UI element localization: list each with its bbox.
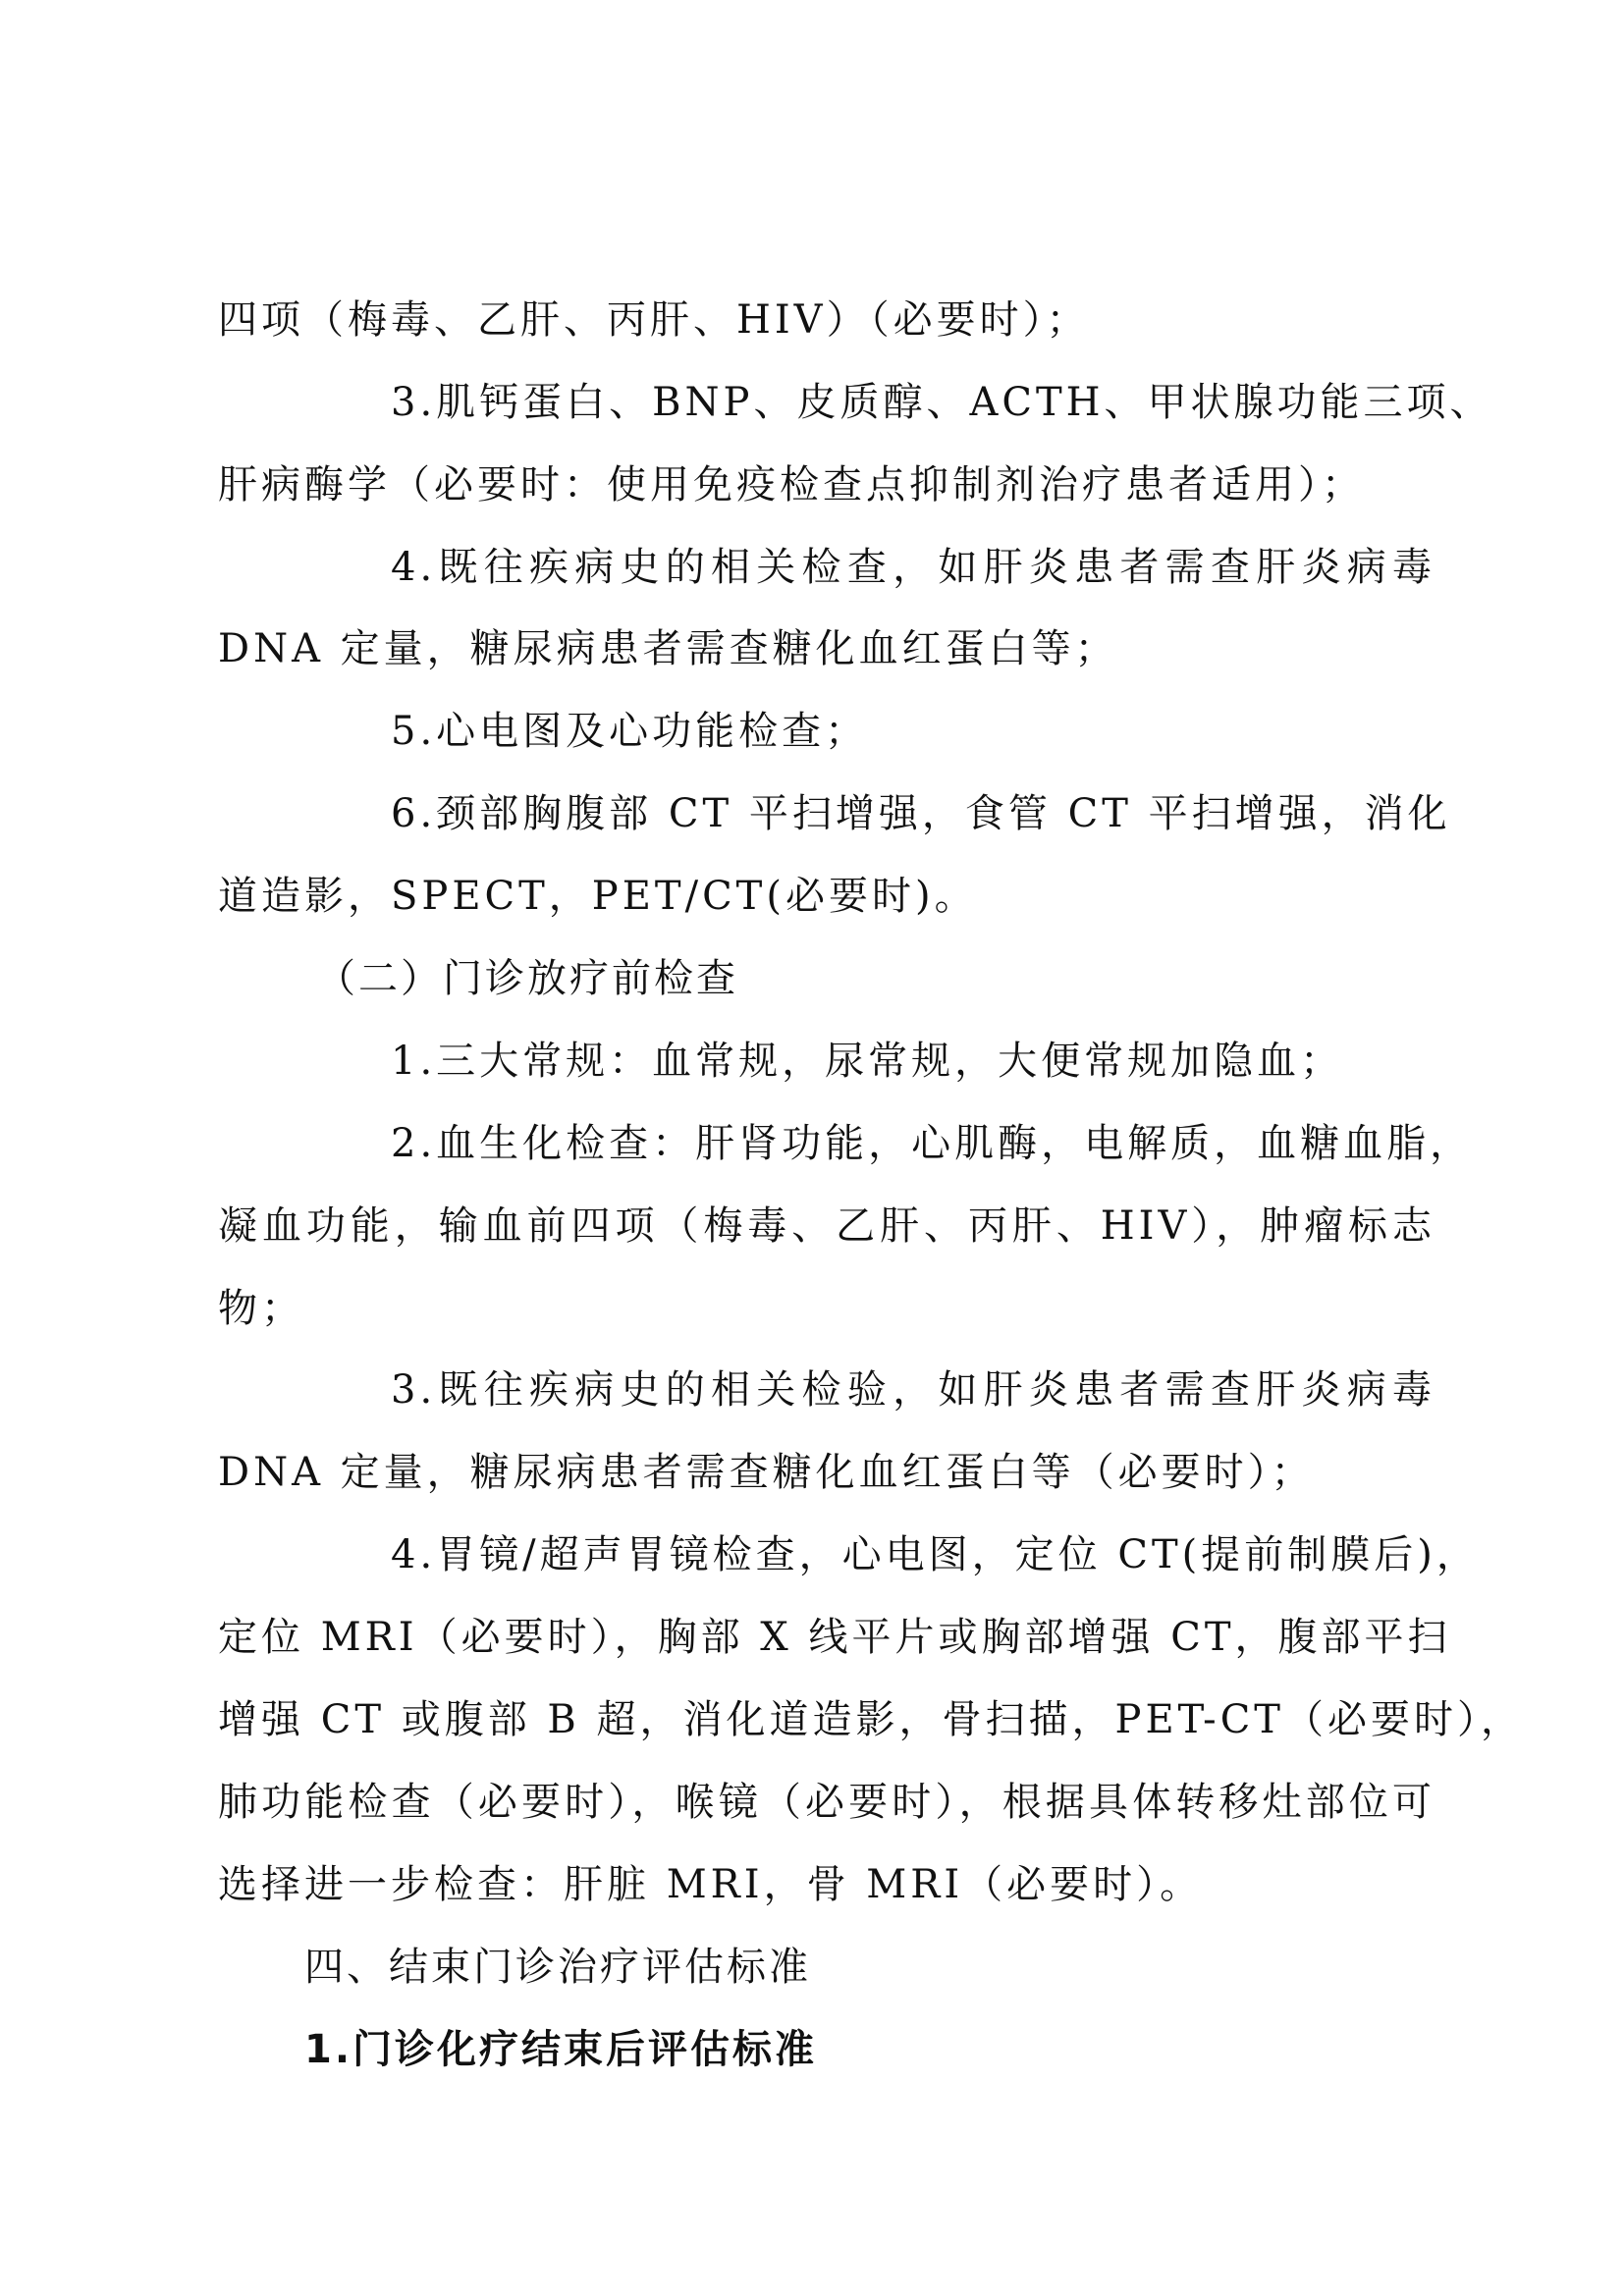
text-line-20: 选择进一步检查：肝脏 MRI，骨 MRI（必要时）。: [218, 1862, 1204, 1907]
text-line-18: 增强 CT 或腹部 B 超，消化道造影，骨扫描，PET-CT（必要时），: [218, 1697, 1524, 1742]
text-line-15: DNA 定量，糖尿病患者需查糖化血红蛋白等（必要时）；: [218, 1450, 1315, 1495]
text-line-8: 道造影，SPECT，PET/CT(必要时)。: [218, 874, 978, 919]
text-line-14: 3.既往疾病史的相关检验，如肝炎患者需查肝炎病毒: [391, 1367, 1435, 1413]
section-heading-outpatient-radiotherapy: （二）门诊放疗前检查: [316, 956, 738, 1001]
section-heading-end-evaluation: 四、结束门诊治疗评估标准: [304, 1945, 811, 1990]
text-line-3: 肝病酶学（必要时：使用免疫检查点抑制剂治疗患者适用）；: [218, 462, 1365, 507]
text-line-11: 2.血生化检查：肝肾功能，心肌酶，电解质，血糖血脂，: [391, 1121, 1474, 1166]
text-line-1: 四项（梅毒、乙肝、丙肝、HIV）（必要时）；: [218, 297, 1090, 343]
text-line-10: 1.三大常规：血常规，尿常规，大便常规加隐血；: [391, 1039, 1344, 1084]
text-line-2: 3.肌钙蛋白、BNP、皮质醇、ACTH、甲状腺功能三项、: [391, 380, 1493, 425]
text-line-6: 5.心电图及心功能检查；: [391, 709, 869, 754]
text-line-7: 6.颈部胸腹部 CT 平扫增强，食管 CT 平扫增强，消化: [391, 791, 1451, 836]
text-line-4: 4.既往疾病史的相关检查，如肝炎患者需查肝炎病毒: [391, 545, 1435, 590]
text-line-12: 凝血功能，输血前四项（梅毒、乙肝、丙肝、HIV），肿瘤标志: [218, 1203, 1435, 1249]
text-line-16: 4.胃镜/超声胃镜检查，心电图，定位 CT(提前制膜后)，: [391, 1532, 1480, 1577]
text-line-19: 肺功能检查（必要时），喉镜（必要时），根据具体转移灶部位可: [218, 1780, 1435, 1825]
text-line-13: 物；: [218, 1286, 304, 1331]
subsection-heading-chemo-evaluation: 1.门诊化疗结束后评估标准: [304, 2027, 818, 2072]
text-line-17: 定位 MRI（必要时），胸部 X 线平片或胸部增强 CT，腹部平扫: [218, 1615, 1451, 1660]
text-line-5: DNA 定量，糖尿病患者需查糖化血红蛋白等；: [218, 626, 1118, 671]
